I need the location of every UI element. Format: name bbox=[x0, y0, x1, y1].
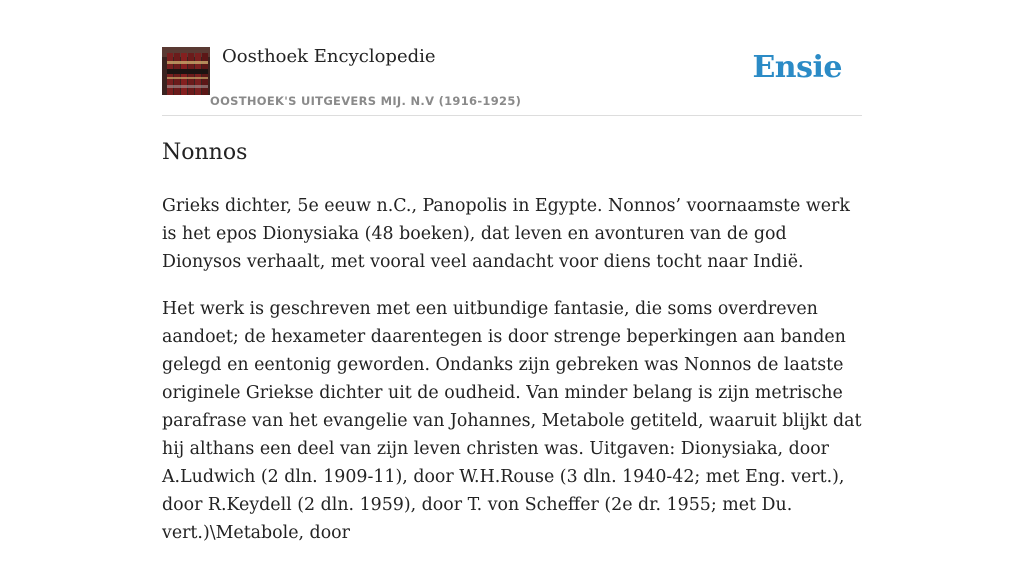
brand-logo-link[interactable]: Ensie bbox=[752, 50, 842, 85]
article-paragraph: Het werk is geschreven met een uitbundige fantasie, die soms overdreven aandoet; de hexameter daarentegen is door strenge beperkingen aan banden gelegd en eentonig geworden. Ondanks zijn gebreken was Nonnos de laatste originele Griekse dichter uit de oudheid. Van minder belang is zijn metrische parafrase van het evangelie van Johannes, Metabole getiteld, waaruit blijkt dat hij althans een deel van zijn leven christen was. Uitgaven: Dionysiaka, door A.Ludwich (2 dln. 1909-11), door W.H.Rouse (3 dln. 1940-42; met Eng. vert.), door R.Keydell (2 dln. 1959), door T. von Scheffer (2e dr. 1955; met Du. vert.)\Metabole, door bbox=[162, 299, 862, 543]
site-header bbox=[162, 0, 862, 116]
article-title: Nonnos bbox=[162, 140, 248, 165]
encyclopedia-books-icon bbox=[162, 47, 210, 95]
avatar[interactable] bbox=[162, 47, 210, 95]
page-container bbox=[162, 0, 862, 543]
site-title-link[interactable]: Oosthoek Encyclopedie bbox=[222, 46, 436, 67]
article-paragraph: Grieks dichter, 5e eeuw n.C., Panopolis in Egypte. Nonnos’ voornaamste werk is het epos Dionysiaka (48 boeken), dat leven en avonturen van de god Dionysos verhaalt, met vooral veel aandacht voor diens tocht naar Indië. bbox=[162, 196, 850, 272]
publisher-label: OOSTHOEK'S UITGEVERS MIJ. N.V (1916-1925) bbox=[210, 94, 522, 108]
article-body bbox=[162, 192, 862, 566]
